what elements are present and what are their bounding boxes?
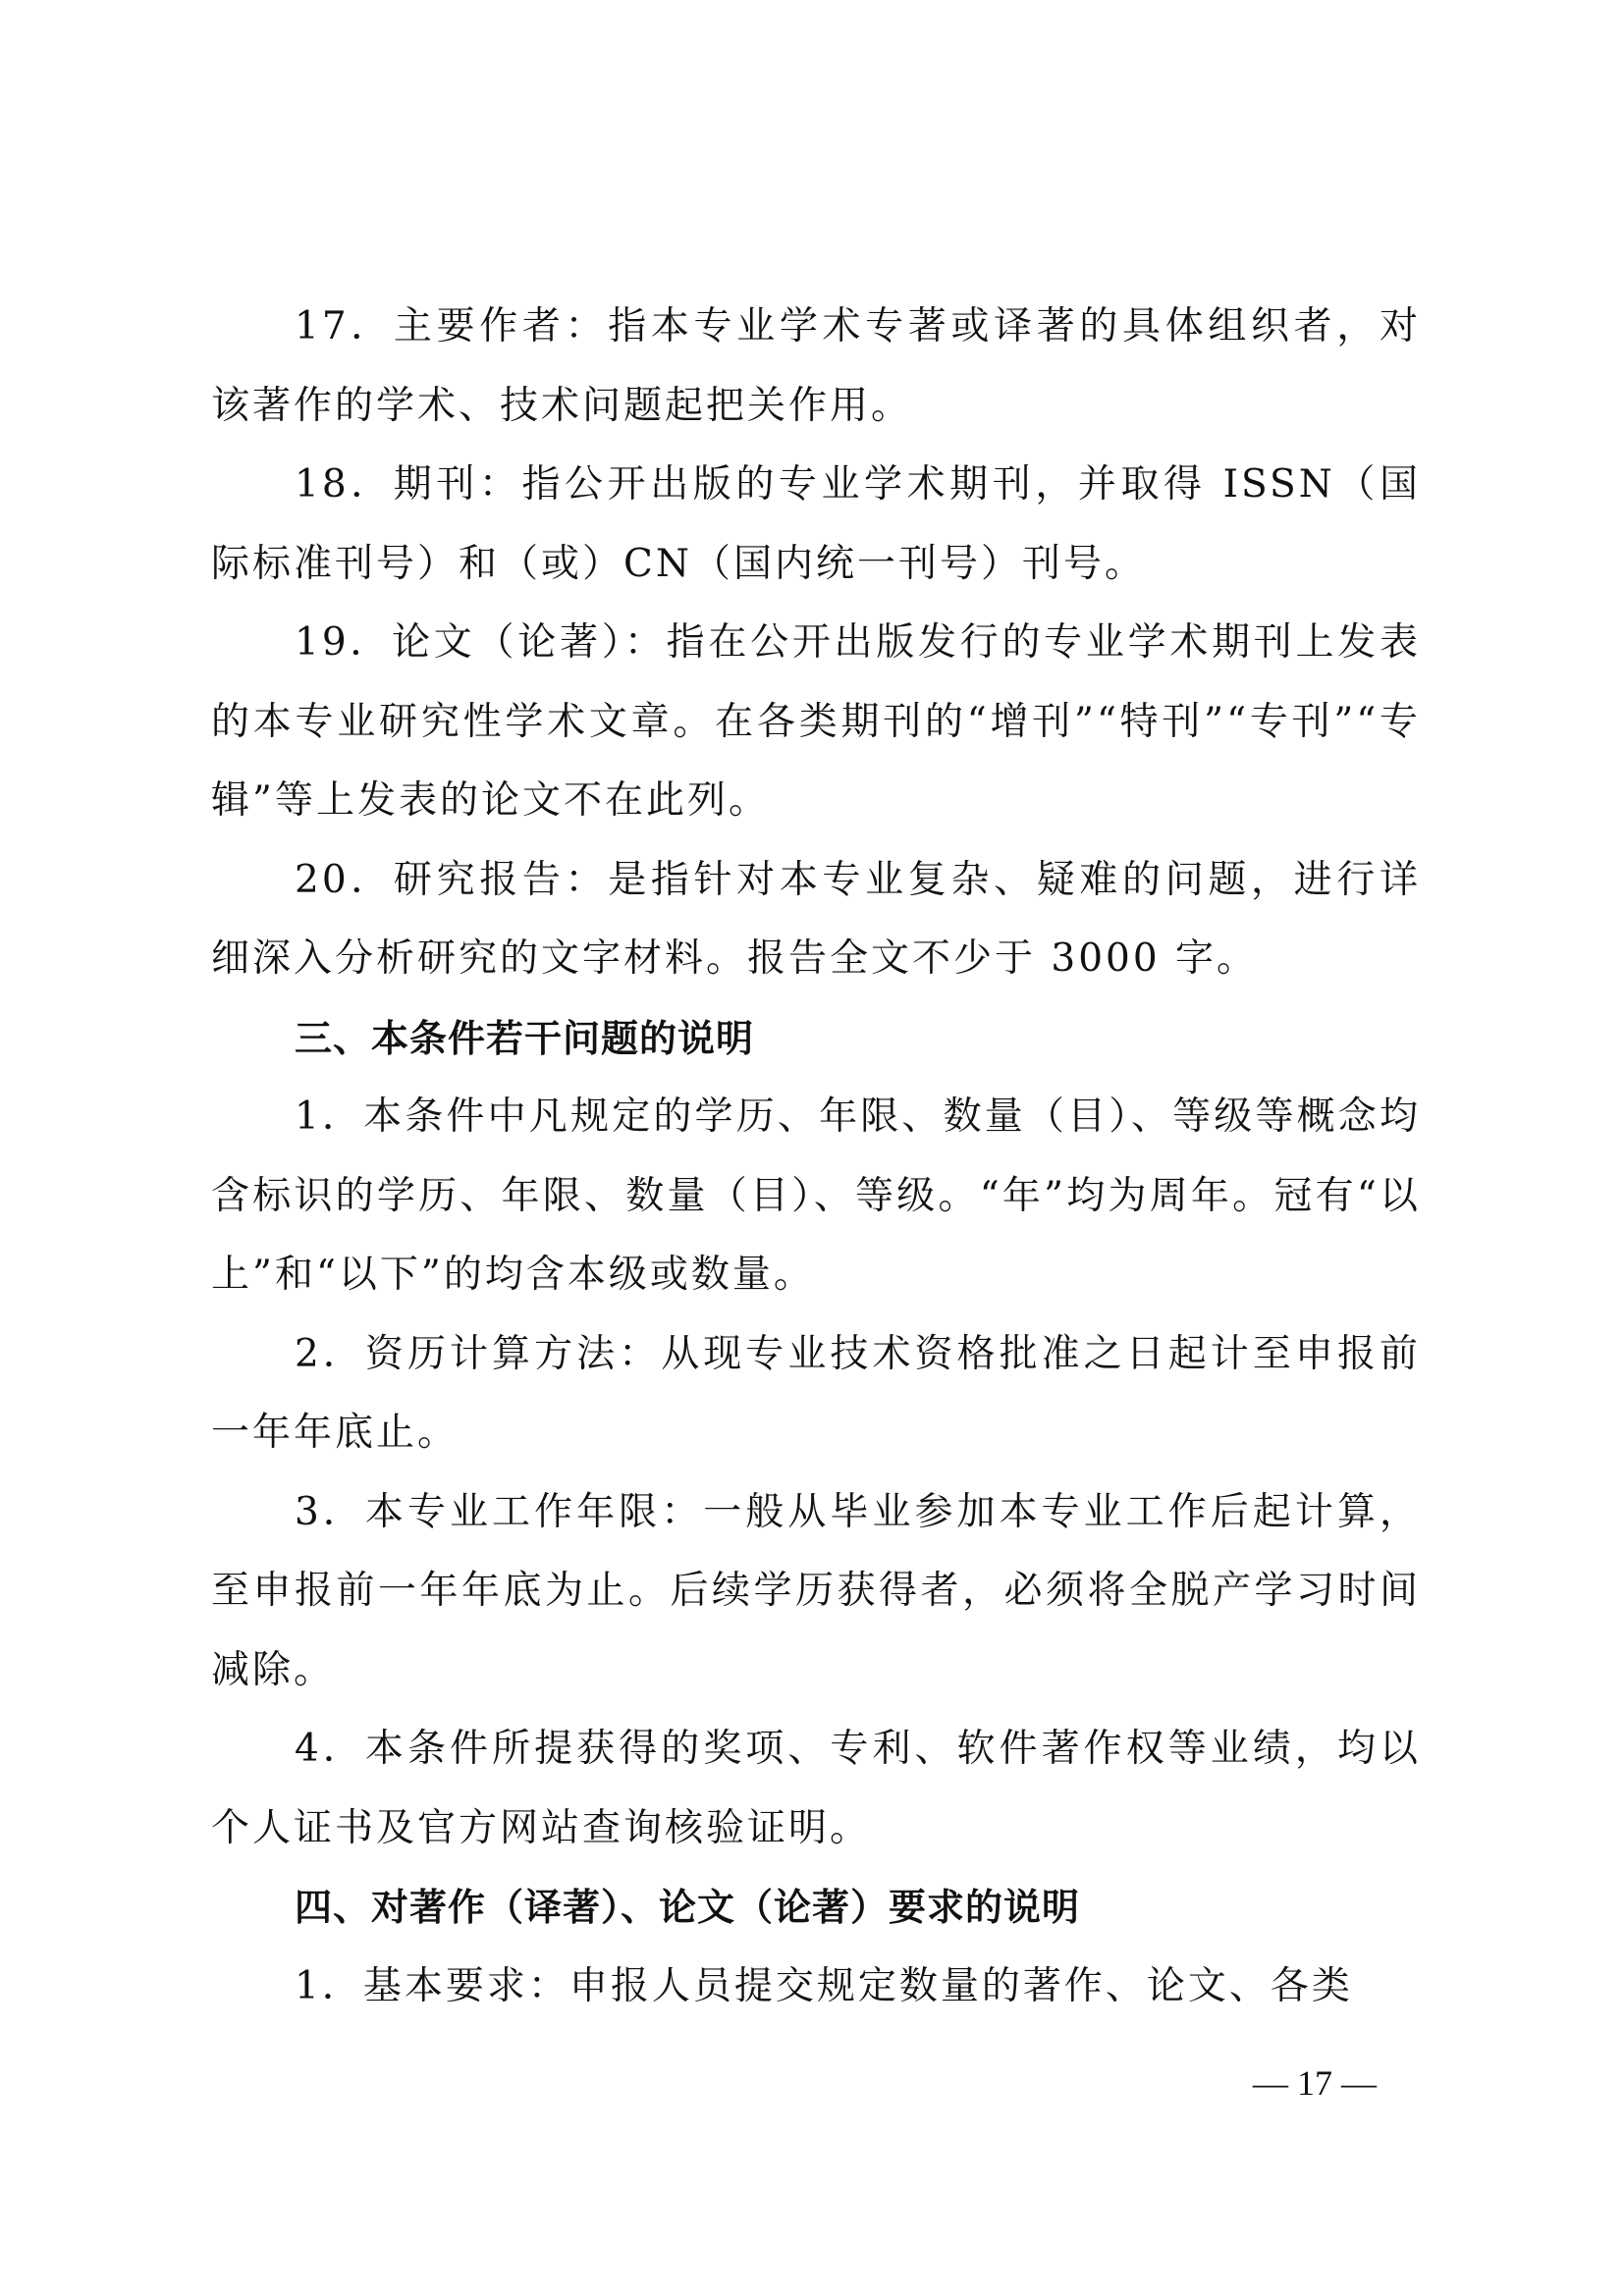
definition-20-research-report: 20．研究报告：是指针对本专业复杂、疑难的问题，进行详细深入分析研究的文字材料。报告全文不少于 3000 字。	[211, 857, 1421, 981]
section-3-item-3: 3．本专业工作年限：一般从毕业参加本专业工作后起计算，至申报前一年年底为止。后续学历获得者，必须将全脱产学习时间减除。	[211, 1489, 1421, 1692]
definition-19-paper: 19．论文（论著）：指在公开出版发行的专业学术期刊上发表的本专业研究性学术文章。在各类期刊的“增刊”“特刊”“专刊”“专辑”等上发表的论文不在此列。	[211, 620, 1421, 823]
section-4-item-1: 1．基本要求：申报人员提交规定数量的著作、论文、各类	[295, 1963, 1353, 2008]
definition-17-main-author: 17．主要作者：指本专业学术专著或译著的具体组织者，对该著作的学术、技术问题起把关作用。	[211, 304, 1421, 428]
page-number: — 17 —	[1253, 2063, 1377, 2103]
section-3-item-2: 2．资历计算方法：从现专业技术资格批准之日起计至申报前一年年底止。	[211, 1331, 1421, 1455]
definition-18-journal: 18．期刊：指公开出版的专业学术期刊，并取得 ISSN（国际标准刊号）和（或）CN（国内统一刊号）刊号。	[211, 462, 1421, 586]
section-3-item-4: 4．本条件所提获得的奖项、专利、软件著作权等业绩，均以个人证书及官方网站查询核验证明。	[211, 1727, 1421, 1850]
section-3-item-1: 1．本条件中凡规定的学历、年限、数量（目）、等级等概念均含标识的学历、年限、数量（目）、等级。“年”均为周年。冠有“以上”和“以下”的均含本级或数量。	[211, 1095, 1421, 1297]
document-body	[211, 288, 1421, 2026]
section-heading-3: 三、本条件若干问题的说明	[295, 1016, 755, 1060]
section-heading-4: 四、对著作（译著）、论文（论著）要求的说明	[295, 1886, 1081, 1929]
